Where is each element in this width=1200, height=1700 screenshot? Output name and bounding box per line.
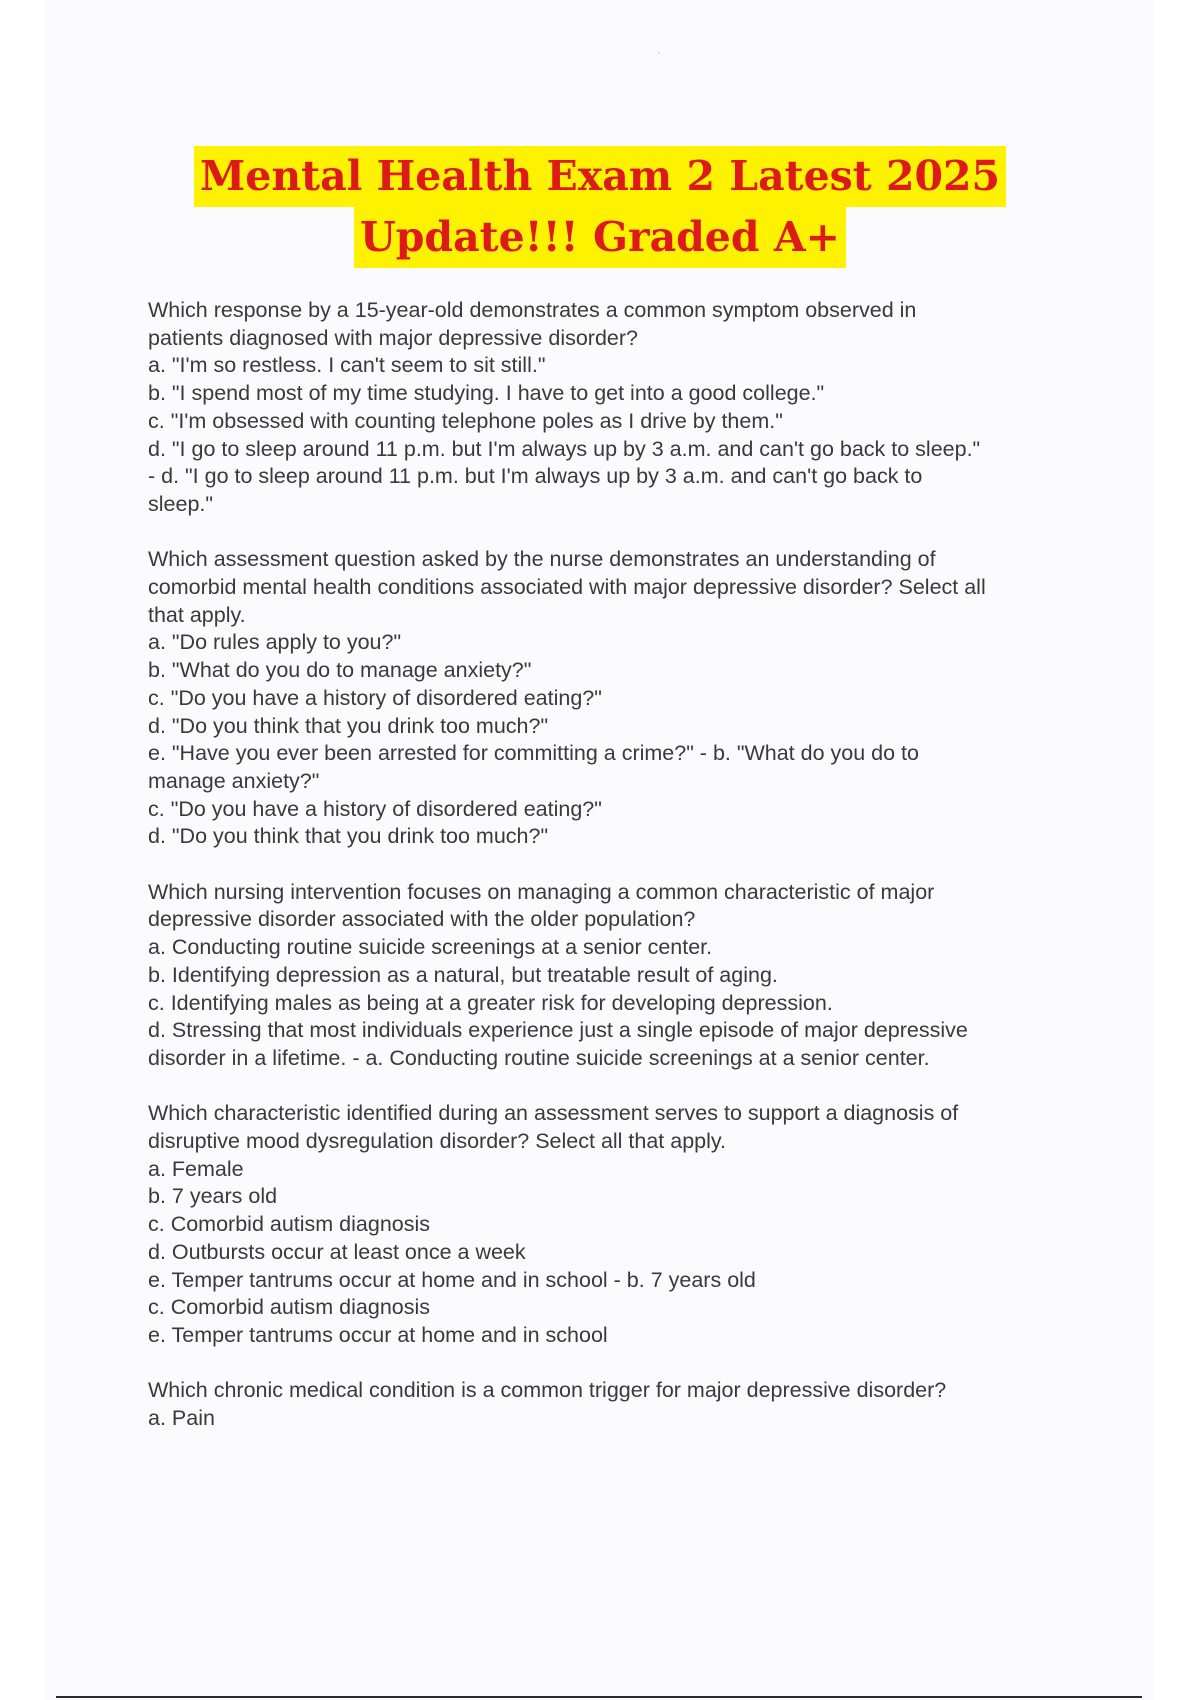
answer-line: e. Temper tantrums occur at home and in school	[148, 1322, 608, 1347]
answer-line: disorder in a lifetime. - a. Conducting routine suicide screenings at a senior center.	[148, 1045, 930, 1070]
option-line: b. "What do you do to manage anxiety?"	[148, 658, 532, 683]
document-title	[0, 146, 1200, 268]
option-line: a. Pain	[148, 1406, 215, 1431]
question-block	[148, 879, 1098, 1073]
option-line: a. Conducting routine suicide screenings at a senior center.	[148, 935, 713, 960]
document-body	[148, 297, 1098, 1460]
answer-line: manage anxiety?"	[148, 768, 320, 793]
question-line: Which response by a 15-year-old demonstrates a common symptom observed in	[148, 298, 917, 322]
option-line: c. "Do you have a history of disordered eating?"	[148, 685, 602, 710]
title-line-2: Update!!! Graded A+	[354, 207, 846, 268]
option-line: a. "Do rules apply to you?"	[148, 630, 402, 655]
bottom-rule	[56, 1696, 1142, 1698]
question-line: Which nursing intervention focuses on managing a common characteristic of major	[148, 879, 935, 904]
answer-line: sleep."	[148, 491, 214, 516]
question-line: depressive disorder associated with the older population?	[148, 907, 696, 932]
option-line: c. Identifying males as being at a greater risk for developing depression.	[148, 990, 833, 1015]
question-line: disruptive mood dysregulation disorder? Select all that apply.	[148, 1129, 727, 1154]
question-line: comorbid mental health conditions associated with major depressive disorder? Select all	[148, 575, 986, 600]
option-line: b. 7 years old	[148, 1184, 278, 1209]
option-line: d. "I go to sleep around 11 p.m. but I'm always up by 3 a.m. and can't go back to sleep."	[148, 436, 981, 461]
option-line: d. Stressing that most individuals experience just a single episode of major depressive	[148, 1018, 968, 1043]
answer-line: c. "Do you have a history of disordered eating?"	[148, 796, 602, 821]
title-line-1: Mental Health Exam 2 Latest 2025	[194, 146, 1006, 207]
option-line: a. Female	[148, 1156, 244, 1181]
question-line: Which chronic medical condition is a common trigger for major depressive disorder?	[148, 1378, 947, 1403]
answer-line: - d. "I go to sleep around 11 p.m. but I'm always up by 3 a.m. and can't go back to	[148, 464, 923, 489]
option-line: d. Outbursts occur at least once a week	[148, 1239, 526, 1264]
question-line: Which assessment question asked by the nurse demonstrates an understanding of	[148, 547, 936, 572]
option-line: b. "I spend most of my time studying. I have to get into a good college."	[148, 381, 825, 406]
scan-speck	[658, 52, 660, 54]
option-line: e. Temper tantrums occur at home and in school - b. 7 years old	[148, 1267, 756, 1292]
option-line: d. "Do you think that you drink too much?"	[148, 713, 549, 738]
question-block	[148, 1377, 1098, 1432]
question-block	[148, 1100, 1098, 1349]
question-line: Which characteristic identified during an assessment serves to support a diagnosis of	[148, 1101, 959, 1126]
question-block	[148, 297, 1098, 519]
question-line: patients diagnosed with major depressive disorder?	[148, 325, 638, 350]
answer-line: d. "Do you think that you drink too much?"	[148, 824, 549, 849]
option-line: a. "I'm so restless. I can't seem to sit still."	[148, 353, 546, 378]
option-line: c. Comorbid autism diagnosis	[148, 1212, 431, 1237]
option-line: e. "Have you ever been arrested for committing a crime?" - b. "What do you do to	[148, 741, 919, 766]
answer-line: c. Comorbid autism diagnosis	[148, 1295, 431, 1320]
question-line: that apply.	[148, 602, 246, 627]
question-block	[148, 546, 1098, 851]
option-line: c. "I'm obsessed with counting telephone poles as I drive by them."	[148, 408, 783, 433]
option-line: b. Identifying depression as a natural, but treatable result of aging.	[148, 962, 778, 987]
